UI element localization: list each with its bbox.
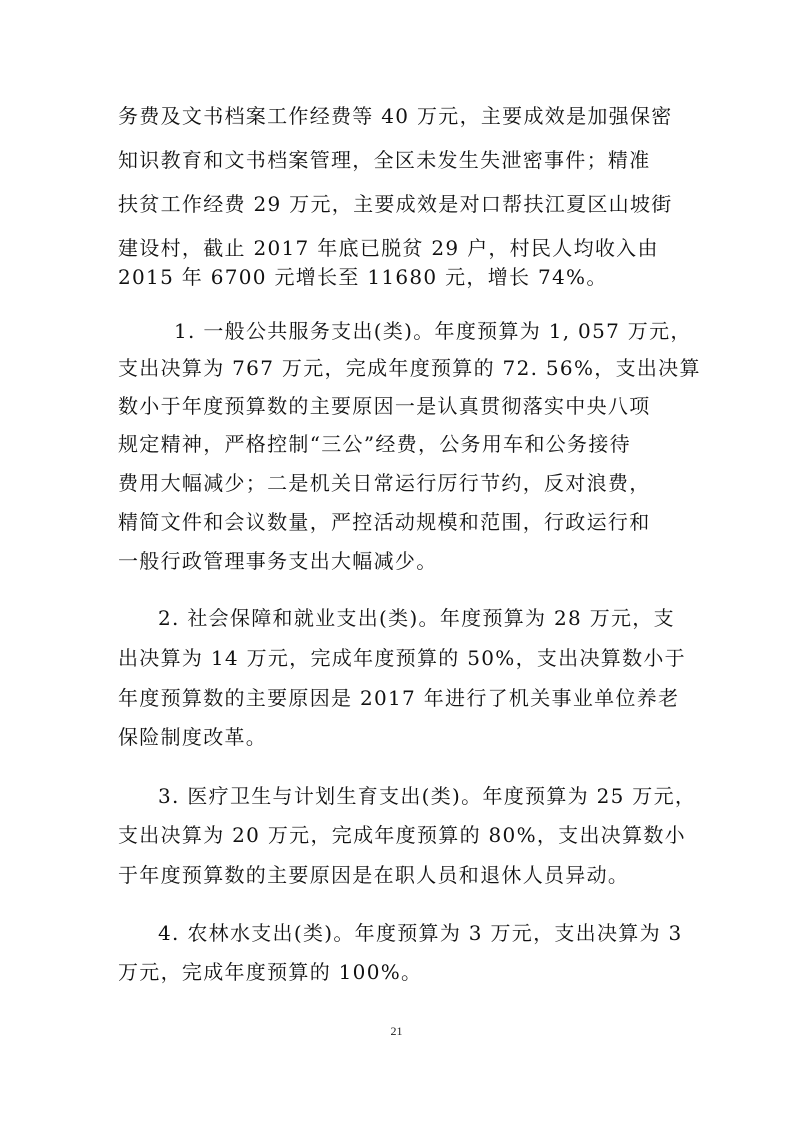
paragraph-line: 规定精神，严格控制“三公”经费，公务用车和公务接待 xyxy=(118,432,631,456)
paragraph-line: 知识教育和文书档案管理，全区未发生失泄密事件；精准 xyxy=(118,148,651,172)
paragraph-line: 1. 一般公共服务支出(类)。年度预算为 1, 057 万元， xyxy=(174,319,692,343)
paragraph-line: 精简文件和会议数量，严控活动规模和范围，行政运行和 xyxy=(118,510,651,534)
paragraph-line: 扶贫工作经费 29 万元，主要成效是对口帮扶江夏区山坡街 xyxy=(118,192,673,216)
paragraph-line: 务费及文书档案工作经费等 40 万元，主要成效是加强保密 xyxy=(118,104,673,128)
paragraph-line: 费用大幅减少；二是机关日常运行厉行节约，反对浪费， xyxy=(118,471,651,495)
paragraph-line: 支出决算为 20 万元，完成年度预算的 80%，支出决算数小 xyxy=(118,823,686,847)
paragraph-line: 数小于年度预算数的主要原因一是认真贯彻落实中央八项 xyxy=(118,394,651,418)
paragraph-line: 年度预算数的主要原因是 2017 年进行了机关事业单位养老 xyxy=(118,686,680,710)
paragraph-line: 出决算为 14 万元，完成年度预算的 50%，支出决算数小于 xyxy=(118,646,686,670)
paragraph-line: 4. 农林水支出(类)。年度预算为 3 万元，支出决算为 3 xyxy=(158,921,683,945)
paragraph-line: 万元，完成年度预算的 100%。 xyxy=(118,960,423,984)
page-number: 21 xyxy=(390,1024,403,1038)
paragraph-line: 3. 医疗卫生与计划生育支出(类)。年度预算为 25 万元， xyxy=(158,784,697,808)
paragraph-line: 保险制度改革。 xyxy=(118,725,268,749)
paragraph-line: 建设村，截止 2017 年底已脱贫 29 户，村民人均收入由 xyxy=(118,236,659,260)
paragraph-line: 一般行政管理事务支出大幅减少。 xyxy=(118,549,438,573)
paragraph-line: 2. 社会保障和就业支出(类)。年度预算为 28 万元，支 xyxy=(158,606,675,630)
paragraph-line: 于年度预算数的主要原因是在职人员和退休人员异动。 xyxy=(118,863,630,887)
paragraph-line: 支出决算为 767 万元，完成年度预算的 72. 56%，支出决算 xyxy=(118,356,701,380)
paragraph-line: 2015 年 6700 元增长至 11680 元，增长 74%。 xyxy=(118,265,608,289)
